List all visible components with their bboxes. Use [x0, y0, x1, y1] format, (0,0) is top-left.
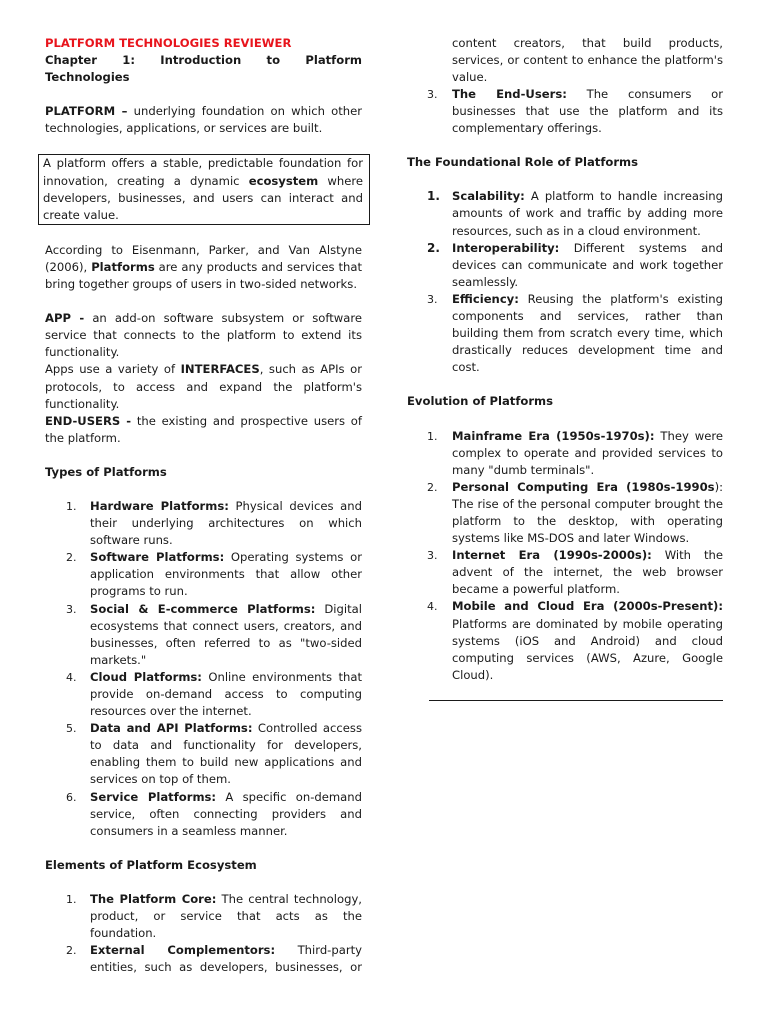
- platform-text: underlying foundation on which other technologies, applications, or services are built.: [45, 104, 362, 136]
- item-text: A specific on-demand service, often connecting providers and consumers in a seamless manner.: [90, 789, 362, 838]
- item-term: Efficiency:: [452, 291, 519, 306]
- item-number: 5.: [66, 722, 77, 736]
- app-term: APP -: [45, 311, 85, 326]
- interfaces-post: , such as APIs or protocols, to access and expand the platform's functionality.: [45, 362, 362, 411]
- item-number: 4.: [66, 670, 77, 684]
- list-item: [45, 891, 362, 942]
- eisenmann-bold: Platforms: [91, 259, 155, 274]
- item-number: 1.: [427, 429, 438, 443]
- item-text: Different systems and devices can communicate and work together seamlessly.: [452, 240, 723, 289]
- item-text: A platform to handle increasing amounts of work and traffic by adding more resources, such as in a cloud environment.: [452, 189, 723, 238]
- elements-list-part2: [407, 35, 723, 137]
- right-column: [407, 35, 723, 701]
- item-number: 1.: [66, 499, 77, 513]
- chapter-title: Chapter 1: Introduction to Platform Technologies: [45, 53, 362, 85]
- item-term: Service Platforms:: [90, 789, 217, 804]
- item-term: Personal Computing Era (1980s-1990s: [452, 479, 715, 494]
- item-term: Social & E-commerce Platforms:: [90, 601, 316, 616]
- eisenmann-pre: According to Eisenmann, Parker, and Van Alstyne (2006),: [45, 242, 362, 274]
- evolution-heading: Evolution of Platforms: [407, 394, 554, 409]
- item-number: 3.: [66, 602, 77, 616]
- list-item: [407, 291, 723, 376]
- list-item: [407, 240, 723, 291]
- item-text: Operating systems or application environments that allow other programs to run.: [90, 550, 362, 599]
- list-item: [45, 498, 362, 549]
- item-term: Internet Era (1990s-2000s):: [452, 548, 652, 563]
- item-text: Platforms are dominated by mobile operating systems (iOS and Android) and cloud computing services (AWS, Azure, Google Cloud).: [452, 616, 723, 682]
- endusers-definition: [45, 413, 362, 447]
- item-number: 2.: [66, 944, 77, 958]
- item-term: External Complementors:: [90, 943, 276, 958]
- item-number: 1.: [66, 892, 77, 906]
- item-text: The central technology, product, or service that acts as the foundation.: [90, 891, 362, 941]
- item-number: 3.: [427, 88, 438, 101]
- item-term: Interoperability:: [452, 240, 560, 255]
- list-item: [45, 669, 362, 720]
- list-item: [407, 547, 723, 598]
- elements-list-part1: [45, 891, 362, 976]
- left-column: [45, 35, 362, 976]
- item-term: The Platform Core:: [90, 891, 217, 906]
- item-number: 3.: [427, 549, 438, 563]
- foundational-heading: The Foundational Role of Platforms: [407, 155, 639, 170]
- item-term: Cloud Platforms:: [90, 669, 202, 684]
- item-number: 6.: [66, 790, 77, 804]
- item-term: The End-Users:: [452, 87, 567, 101]
- item-term: Mobile and Cloud Era (2000s-Present):: [452, 599, 723, 614]
- list-item: [407, 188, 723, 239]
- item-text: The consumers or businesses that use the platform and its complementary offerings.: [452, 87, 723, 136]
- item-text: Reusing the platform's existing components and services, rather than building them from scratch every time, which drastically reduces development time and cost.: [452, 291, 723, 375]
- item-number: 4.: [427, 600, 438, 614]
- interfaces-paragraph: [45, 361, 362, 412]
- continued-text: content creators, that build products, services, or content to enhance the platform's value.: [452, 36, 723, 85]
- item-number: 2.: [66, 551, 77, 565]
- evolution-list: [407, 428, 723, 684]
- item-term: Mainframe Era (1950s-1970s):: [452, 428, 655, 443]
- list-item: [45, 942, 362, 976]
- list-item: [45, 720, 362, 788]
- list-item: [407, 598, 723, 683]
- list-item: [45, 789, 362, 840]
- endusers-text: the existing and prospective users of the platform.: [45, 413, 362, 445]
- item-text: With the advent of the internet, the web browser became a powerful platform.: [452, 548, 723, 597]
- interfaces-pre: Apps use a variety of: [45, 362, 181, 377]
- list-item: [45, 601, 362, 669]
- list-item: [407, 479, 723, 547]
- box-text-pre: A platform offers a stable, predictable foundation for innovation, creating a dynamic: [43, 156, 363, 188]
- item-term: Scalability:: [452, 189, 525, 204]
- item-text: Physical devices and their underlying architectures on which software runs.: [90, 498, 362, 548]
- item-text: Third-party entities, such as developers, businesses, or: [90, 943, 362, 975]
- list-item: [45, 549, 362, 600]
- item-text: Controlled access to data and functionality for developers, enabling them to build new applications and services on top of them.: [90, 721, 362, 787]
- eisenmann-paragraph: [45, 242, 362, 293]
- elements-heading: Elements of Platform Ecosystem: [45, 857, 257, 872]
- box-text-post: where developers, businesses, and users can interact and create value.: [43, 173, 363, 222]
- list-item-continued: [407, 35, 723, 86]
- app-definition: [45, 310, 362, 361]
- item-text: Digital ecosystems that connect users, creators, and businesses, often referred to as "two-sided markets.": [90, 601, 362, 667]
- foundational-list: [407, 188, 723, 376]
- document-title: PLATFORM TECHNOLOGIES REVIEWER: [45, 36, 292, 50]
- item-text: Online environments that provide on-demand access to computing resources over the internet.: [90, 669, 363, 719]
- types-heading: Types of Platforms: [45, 464, 167, 479]
- item-term: Hardware Platforms:: [90, 498, 229, 513]
- list-item: [407, 428, 723, 479]
- item-number: 1.: [427, 189, 440, 204]
- item-text: ): The rise of the personal computer brought the platform to the desktop, with operating systems like MS-DOS and later Windows.: [452, 479, 723, 546]
- item-number: 2.: [427, 480, 438, 494]
- horizontal-divider: [429, 700, 723, 701]
- platform-definition: [45, 103, 362, 137]
- item-term: Software Platforms:: [90, 550, 225, 565]
- item-number: 3.: [427, 292, 438, 306]
- definition-box: [38, 154, 370, 224]
- item-term: Data and API Platforms:: [90, 721, 253, 736]
- eisenmann-post: are any products and services that bring together groups of users in two-sided networks.: [45, 259, 362, 292]
- types-list: [45, 498, 362, 840]
- app-text: an add-on software subsystem or software service that connects to the platform to extend its functionality.: [45, 311, 362, 360]
- endusers-term: END-USERS -: [45, 413, 132, 428]
- item-number: 2.: [427, 240, 440, 255]
- list-item: [407, 86, 723, 137]
- interfaces-bold: INTERFACES: [180, 362, 260, 377]
- item-text: They were complex to operate and provided services to many "dumb terminals".: [452, 428, 723, 477]
- box-text-bold: ecosystem: [248, 173, 319, 188]
- platform-term: PLATFORM –: [45, 104, 128, 119]
